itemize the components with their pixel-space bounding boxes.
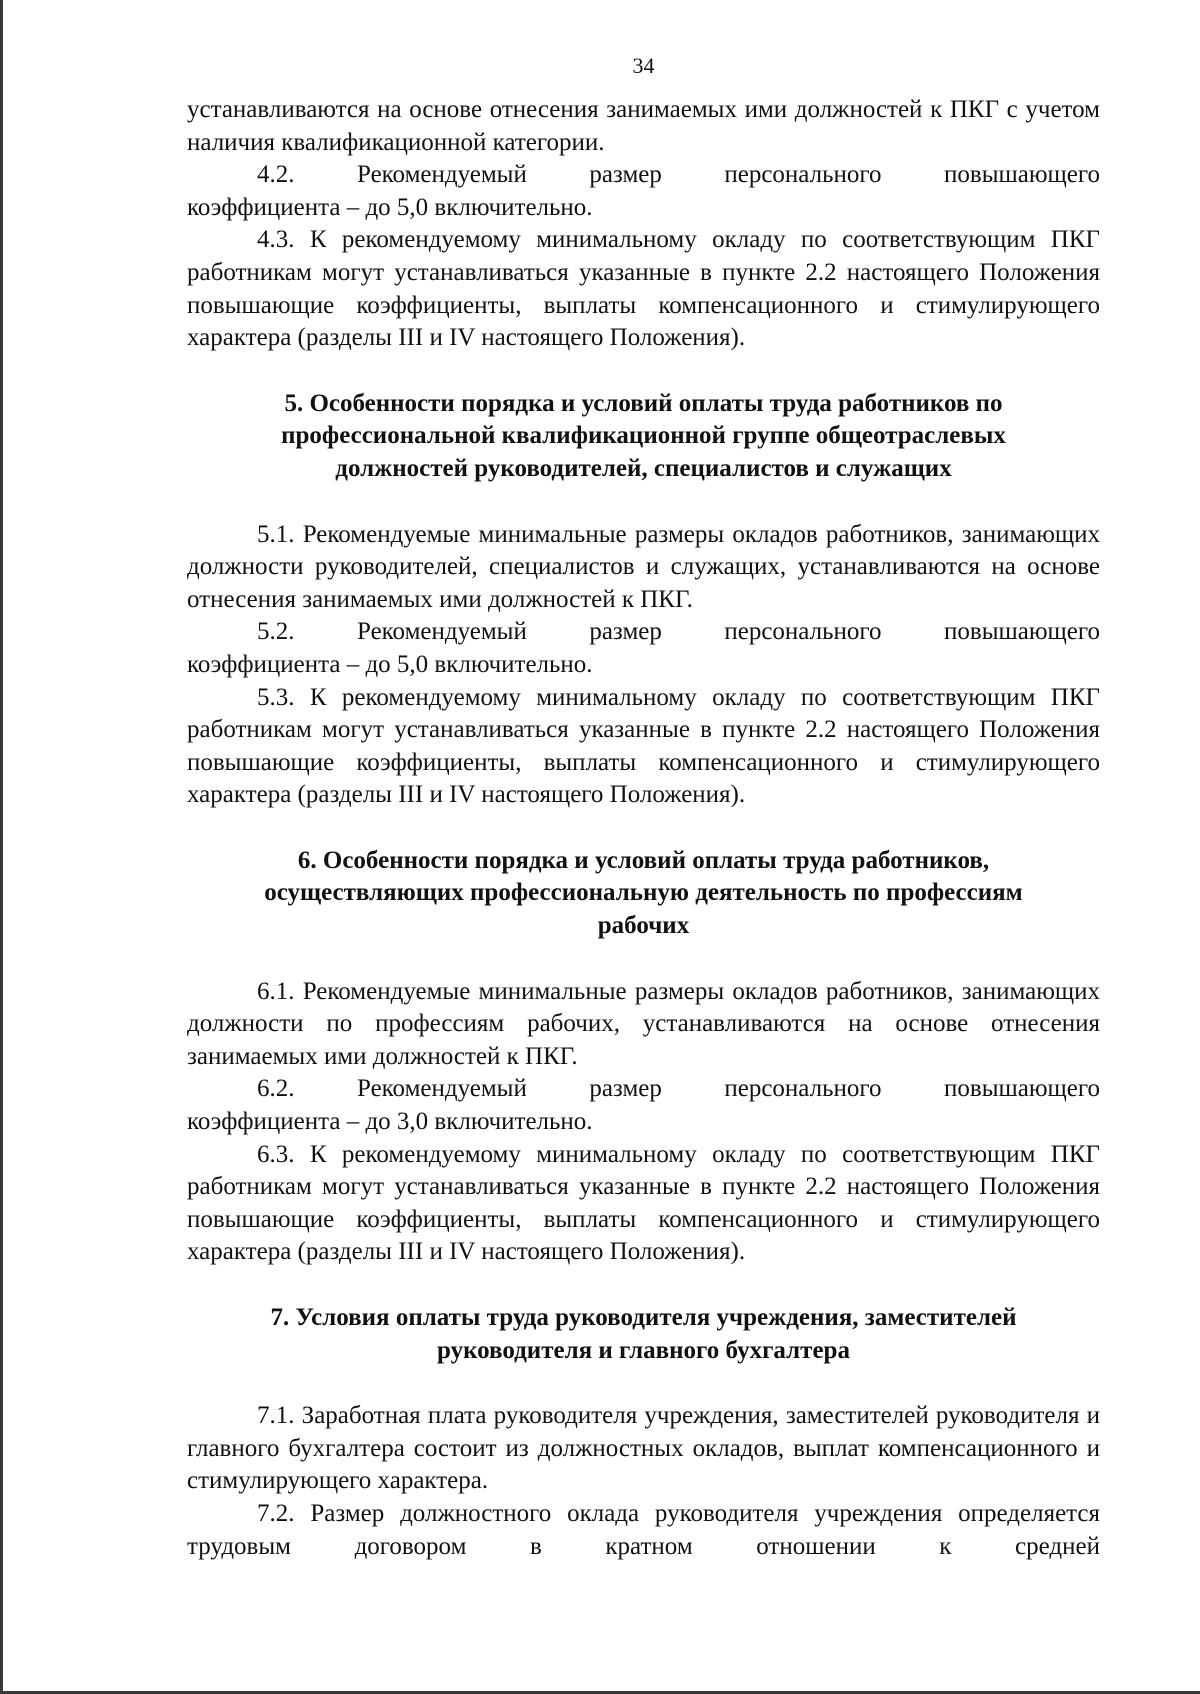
paragraph-5-3: 5.3. К рекомендуемому минимальному окладу по соответствующим ПКГ работникам могут устанавливаться указанные в пункте 2.2 настоящего Положения повышающие коэффициенты, выплаты компенсационного и стимулирующего характера (разделы III и IV настоящего Положения). [187,683,1100,809]
section-5-heading-line-2: профессиональной квалификационной группе общеотраслевых [281,422,1006,450]
section-7-heading [187,1302,1100,1367]
spacer [187,486,1100,519]
section-6-heading-line-1: 6. Особенности порядка и условий оплаты труда работников, [297,846,990,874]
paragraph-5-2-line-2: коэффициента – до 5,0 включительно. [187,650,593,678]
section-6-heading-line-2: осуществляющих профессиональную деятельность по профессиям [264,879,1023,907]
section-7-heading-line-2: руководителя и главного бухгалтера [437,1336,850,1364]
spacer [187,812,1100,845]
paragraph-5-1: 5.1. Рекомендуемые минимальные размеры окладов работников, занимающих должности руководителей, специалистов и служащих, устанавливаются на основе отнесения занимаемых ими должностей к ПКГ. [187,520,1100,613]
paragraph-6-3: 6.3. К рекомендуемому минимальному окладу по соответствующим ПКГ работникам могут устанавливаться указанные в пункте 2.2 настоящего Положения повышающие коэффициенты, выплаты компенсационного и стимулирующего характера (разделы III и IV настоящего Положения). [187,1140,1100,1266]
paragraph-7-1: 7.1. Заработная плата руководителя учреждения, заместителей руководителя и главного бухгалтера состоит из должностных окладов, выплат компенсационного и стимулирующего характера. [187,1402,1100,1495]
section-7-heading-line-1: 7. Условия оплаты труда руководителя учреждения, заместителей [270,1304,1017,1331]
section-5-heading [187,388,1100,486]
paragraph-4-2-line-1: 4.2. Рекомендуемый размер персонального повышающего [257,161,1100,189]
paragraph-4-1-continuation: устанавливаются на основе отнесения занимаемых ими должностей к ПКГ с учетом наличия квалификационной категории. [187,96,1100,156]
paragraph-4-2-line-2: коэффициента – до 5,0 включительно. [187,193,593,221]
scan-edge-left [0,0,3,1694]
paragraph-6-2-line-1: 6.2. Рекомендуемый размер персонального повышающего [257,1075,1100,1103]
section-6-heading [187,845,1100,943]
paragraph-6-2-line-2: коэффициента – до 3,0 включительно. [187,1108,593,1136]
spacer [187,1367,1100,1400]
section-5-heading-line-1: 5. Особенности порядка и условий оплаты труда работников по [284,389,1003,417]
paragraph-7-2: 7.2. Размер должностного оклада руководителя учреждения определяется трудовым договором в кратном отношении к средней [187,1499,1100,1560]
spacer [187,1269,1100,1302]
section-6-heading-line-3: рабочих [597,912,690,940]
spacer [187,943,1100,976]
paragraph-4-3: 4.3. К рекомендуемому минимальному окладу по соответствующим ПКГ работникам могут устанавливаться указанные в пункте 2.2 настоящего Положения повышающие коэффициенты, выплаты компенсационного и стимулирующего характера (разделы III и IV настоящего Положения). [187,226,1100,352]
spacer [187,355,1100,388]
page-number: 34 [632,53,655,78]
document-page [187,50,1100,1563]
section-5-heading-line-3: должностей руководителей, специалистов и служащих [335,454,952,482]
paragraph-5-2-line-1: 5.2. Рекомендуемый размер персонального повышающего [257,618,1100,646]
paragraph-6-1: 6.1. Рекомендуемые минимальные размеры окладов работников, занимающих должности по профессиям рабочих, устанавливаются на основе отнесения занимаемых ими должностей к ПКГ. [187,977,1100,1070]
